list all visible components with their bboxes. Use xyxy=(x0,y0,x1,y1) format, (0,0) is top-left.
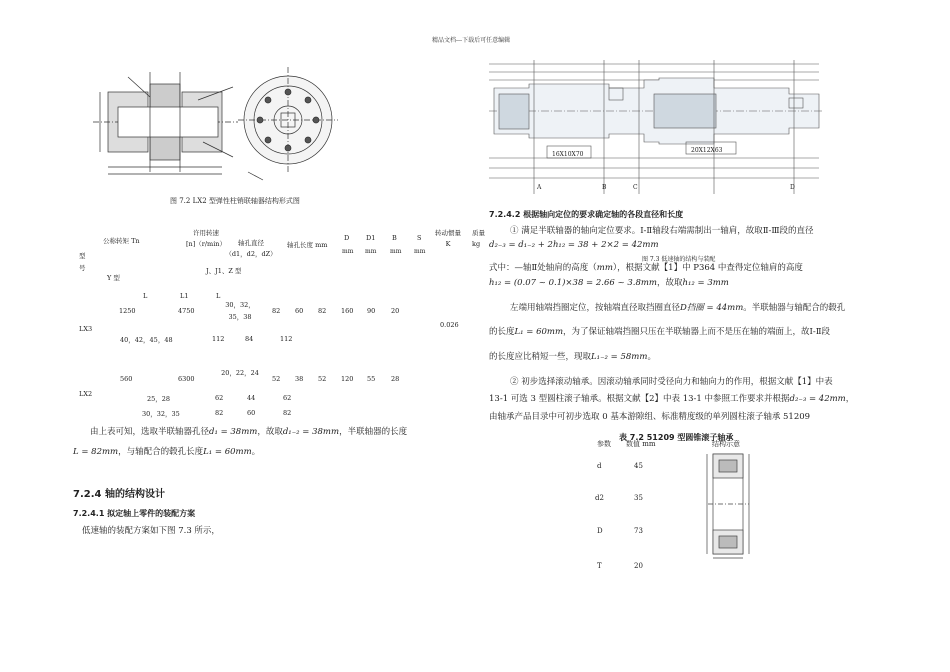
unit: mm xyxy=(596,263,613,273)
lx2-bore-b-y: 62 xyxy=(215,394,224,402)
section-label-B: B xyxy=(602,184,607,191)
section-heading-724: 7.2.4 轴的结构设计 xyxy=(73,489,165,500)
lx3-bore-a-l1: 60 xyxy=(295,307,304,315)
paragraph-bearing-type xyxy=(489,393,854,405)
col-header-mass: 质量 kg xyxy=(472,229,485,248)
coupling-drawing xyxy=(88,62,348,182)
bearing-drawing xyxy=(705,448,755,563)
equation: d₂₋₃ = 42mm xyxy=(789,394,846,404)
lx2-torque: 560 xyxy=(120,375,133,383)
lx2-bore-c: 30，32，35 xyxy=(142,410,180,418)
lx2-bore-a-l1: 38 xyxy=(295,375,304,383)
section-label-C: C xyxy=(633,184,638,191)
lx3-inertia: 0.026 xyxy=(440,321,459,329)
paragraph-assembly: 低速轴的装配方案如下图 7.3 所示， xyxy=(82,526,220,536)
equation: h₁₂ = 3mm xyxy=(682,278,729,288)
lx2-speed: 6300 xyxy=(178,375,195,383)
section-label-A: A xyxy=(537,184,542,191)
col-header-bore-dia: 轴孔直径 （d1，d2，dZ） xyxy=(225,239,277,258)
shaft-figure-caption: 图 7.3 低速轴的结构与装配 xyxy=(642,256,716,263)
lx2-bore-c-l1: 60 xyxy=(247,409,256,417)
lx3-bore-b: 40，42，45，48 xyxy=(120,336,173,344)
text: 13-1 可选 3 型圆柱滚子轴承。根据文献【2】中表 13-1 中参照工作要求并根据 xyxy=(489,394,790,404)
bearing-param-d: d xyxy=(597,462,602,470)
section-heading-7242: 7.2.4.2 根据轴向定位的要求确定轴的各段直径和长度 xyxy=(489,210,684,219)
text: ，故取 xyxy=(656,278,683,288)
page-header: 精品文档---下载后可任意编辑 xyxy=(432,37,511,44)
text: ， xyxy=(845,394,855,404)
shaft-drawing xyxy=(489,58,829,196)
lx2-bore-a: 20，22，24 xyxy=(221,369,259,377)
bearing-header-param: 参数 xyxy=(597,440,611,448)
paragraph-bearing-choice: ② 初步选择滚动轴承。因滚动轴承同时受径向力和轴向力的作用，根据文献【1】中表 xyxy=(510,377,833,387)
text: 的长度应比稍短一些，现取 xyxy=(489,352,592,362)
paragraph-bearing-select: 由轴承产品目录中可初步选取 0 基本游隙组、标准精度级的单列圆柱滚子轴承 51209 xyxy=(489,412,811,422)
bearing-value-D: 73 xyxy=(634,527,643,535)
bearing-value-d2: 35 xyxy=(634,494,643,502)
text: 由上表可知，选取半联轴器孔径 xyxy=(90,427,210,437)
text: 式中：—轴Ⅱ处轴肩的高度（ xyxy=(489,263,597,273)
lx2-bore-a-l: 52 xyxy=(318,375,327,383)
equation: h₁₂ = (0.07 ~ 0.1)×38 = 2.66 ~ 3.8mm xyxy=(489,278,657,288)
lx3-bore-b-y: 112 xyxy=(212,335,225,343)
col-header-inertia: 转动惯量 K xyxy=(435,229,461,248)
unit-B: mm xyxy=(390,248,402,255)
equation: L₁ = 60mm xyxy=(514,327,564,337)
paragraph-hub-length-right xyxy=(489,326,830,338)
bearing-table-title: 表 7.2 51209 型圆锥滚子轴承 xyxy=(619,433,734,442)
lx3-D1: 90 xyxy=(367,307,376,315)
col-header-B: B xyxy=(392,234,397,242)
col-header-D: D xyxy=(344,234,350,242)
lx3-bore-b-l1: 84 xyxy=(245,335,254,343)
bearing-header-drawing: 结构示意 xyxy=(712,440,740,448)
paragraph-bore-choice xyxy=(90,426,407,438)
col-header-torque: 公称转矩 Tn xyxy=(103,237,140,245)
col-header-speed: 许用转速 [n]（r/min） xyxy=(186,229,226,248)
lx2-bore-c-y: 82 xyxy=(215,409,224,417)
text: 。半联轴器与轴配合的毂孔 xyxy=(743,303,846,313)
keyway-label-2: 20X12X63 xyxy=(691,147,723,154)
unit-D: mm xyxy=(342,248,354,255)
lx3-model: LX3 xyxy=(79,325,93,333)
lx2-bore-c-l: 82 xyxy=(283,409,292,417)
paragraph-segment-length xyxy=(489,351,656,363)
equation: L = 82mm xyxy=(73,447,119,457)
text: 左端用轴端挡圈定位，按轴端直径取挡圈直径 xyxy=(510,303,681,313)
lx2-D: 120 xyxy=(341,375,354,383)
lx3-speed: 4750 xyxy=(178,307,195,315)
col-header-L-j: L xyxy=(216,292,221,300)
text: 的长度 xyxy=(489,327,515,337)
paragraph-shoulder-range xyxy=(489,277,729,289)
paragraph-axial-positioning: ① 满足半联轴器的轴向定位要求。Ⅰ-Ⅱ轴段右端需制出一轴肩，故取Ⅱ-Ⅲ段的直径 xyxy=(510,226,814,236)
keyway-label-1: 16X10X70 xyxy=(552,151,584,158)
col-header-bore-len: 轴孔长度 mm xyxy=(287,241,328,249)
equation: d₁ = 38mm xyxy=(209,427,258,437)
lx2-model: LX2 xyxy=(79,390,93,398)
equation: L₁ = 60mm xyxy=(203,447,252,457)
paragraph-shoulder-height xyxy=(489,262,803,274)
text: ，故取 xyxy=(257,427,283,437)
lx2-B: 28 xyxy=(391,375,400,383)
col-header-L-y: L xyxy=(143,292,148,300)
lx2-bore-b-l1: 44 xyxy=(247,394,256,402)
text: ），根据文献【1】中 P364 中查得定位轴肩的高度 xyxy=(612,263,803,273)
unit-D1: mm xyxy=(365,248,377,255)
section-label-D: D xyxy=(790,184,795,191)
lx2-bore-b: 25，28 xyxy=(147,395,171,403)
equation: d₁₋₂ = 38mm xyxy=(282,427,340,437)
col-header-L1: L1 xyxy=(180,292,189,300)
bearing-param-T: T xyxy=(597,562,602,570)
text: ，为了保证轴端挡圈只压在半联轴器上而不是压在轴的端面上，故Ⅰ-Ⅱ段 xyxy=(563,327,831,337)
bearing-header-value: 数值 mm xyxy=(626,440,656,448)
equation: L₁₋₂ = 58mm xyxy=(591,352,648,362)
bearing-value-d: 45 xyxy=(634,462,643,470)
col-header-model: 型 号 xyxy=(79,252,86,272)
lx2-bore-b-l: 62 xyxy=(283,394,292,402)
unit-S: mm xyxy=(414,248,426,255)
lx3-D: 160 xyxy=(341,307,354,315)
lx3-B: 20 xyxy=(391,307,400,315)
section-heading-7241: 7.2.4.1 拟定轴上零件的装配方案 xyxy=(73,509,196,518)
lx3-torque: 1250 xyxy=(119,307,136,315)
equation: D挡圈 = 44mm xyxy=(680,303,744,313)
lx2-D1: 55 xyxy=(367,375,376,383)
lx2-bore-a-y: 52 xyxy=(272,375,281,383)
lx3-bore-b-l: 112 xyxy=(280,335,293,343)
figure-caption: 图 7.2 LX2 型弹性柱销联轴器结构形式图 xyxy=(170,197,300,205)
col-header-ytype: Y 型 xyxy=(107,274,120,282)
text: ，半联轴器的长度 xyxy=(339,427,408,437)
col-header-S: S xyxy=(417,234,422,242)
bearing-param-D: D xyxy=(597,527,603,535)
lx3-bore-a: 30，32，35，38 xyxy=(225,301,255,321)
lx3-bore-a-l: 82 xyxy=(318,307,327,315)
text: 。 xyxy=(251,447,261,457)
col-header-D1: D1 xyxy=(366,234,376,242)
lx3-bore-a-y: 82 xyxy=(272,307,281,315)
bearing-value-T: 20 xyxy=(634,562,643,570)
paragraph-retaining-ring xyxy=(510,302,845,314)
col-header-jjz: J、J1、Z 型 xyxy=(206,267,242,275)
text: 。 xyxy=(647,352,656,362)
bearing-param-d2: d2 xyxy=(595,494,604,502)
text: ，与轴配合的毂孔长度 xyxy=(118,447,204,457)
equation-d23: d₂₋₃ = d₁₋₂ + 2h₁₂ = 38 + 2×2 = 42mm xyxy=(489,240,659,250)
paragraph-hub-length xyxy=(73,446,260,458)
